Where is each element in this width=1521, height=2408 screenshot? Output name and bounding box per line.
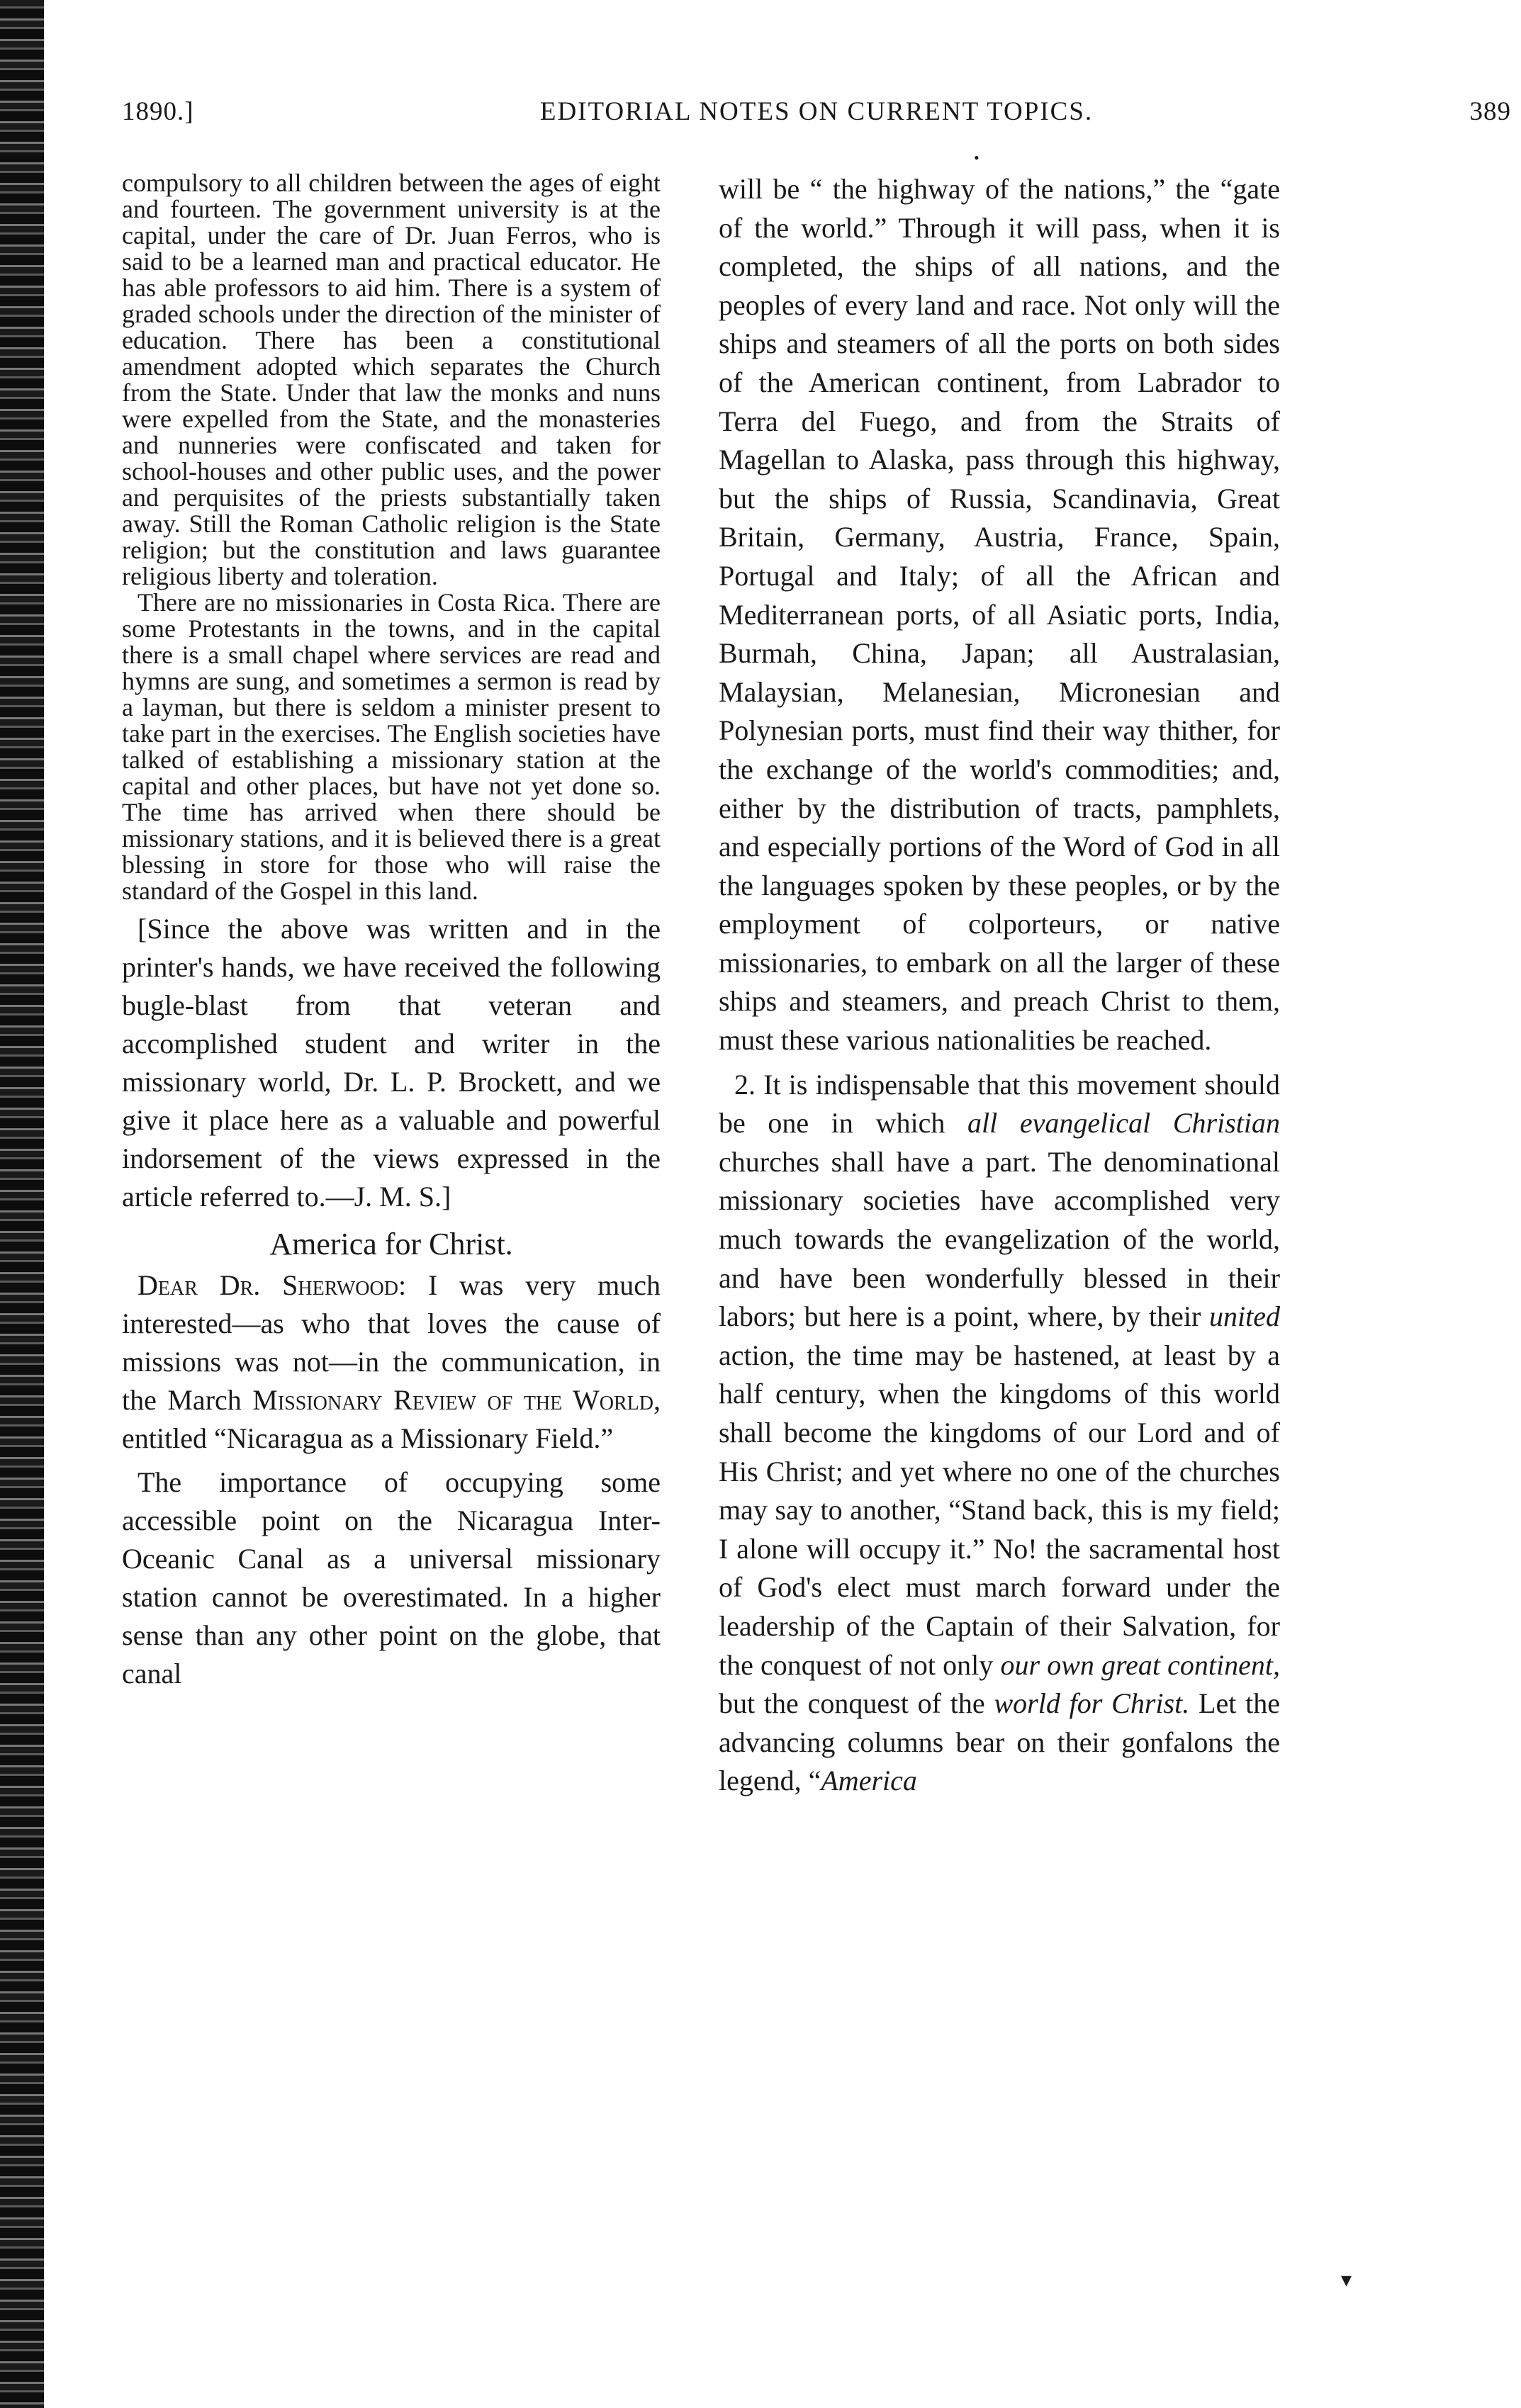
left-column	[122, 170, 661, 1693]
letter-opening-text: I was very much interested—as who that loves the cause of missions was not—in the communication, in the March	[122, 1269, 661, 1416]
emphasis-world-for-christ: world for Christ.	[994, 1687, 1190, 1720]
letter-opening-end: entitled “Nicaragua as a Missionary Field.”	[122, 1422, 614, 1454]
text-run: 2. It is indispensable that this movement should be one in which	[719, 1068, 1280, 1140]
paragraph-highway-of-nations: will be “ the highway of the nations,” the “gate of the world.” Through it will pass, when it is completed, the ships of all nations, and the peoples of every land and race. Not only will the ships and steamers of all the ports on both sides of the American continent, from Labrador to Terra del Fuego, and from the Straits of Magellan to Alaska, pass through this highway, but the ships of Russia, Scandinavia, Great Britain, Germany, Austria, France, Spain, Portugal and Italy; of all the African and Mediterranean ports, of all Asiatic ports, India, Burmah, China, Japan; all Australasian, Malaysian, Melanesian, Micronesian and Polynesian ports, must find their way thither, for the exchange of the world's commodities; and, either by the distribution of tracts, pamphlets, and especially portions of the Word of God in all the languages spoken by these peoples, or by the employment of colporteurs, or native missionaries, to embark on all the larger of these ships and steamers, and preach Christ to them, must these various nationalities be reached.	[719, 173, 1280, 1057]
header-page-number: 389	[1469, 97, 1511, 126]
text-run: action, the time may be hastened, at least by a half century, when the kingdoms of this world shall become the kingdoms of our Lord and of His Christ; and yet where no one of the churches may say to another, “Stand back, this is my field; I alone will occupy it.” No! the sacramental host of God's elect must march forward under the leadership of the Captain of their Salvation, for the conquest of not only	[719, 1339, 1280, 1681]
text-run: but the conquest of the	[719, 1687, 994, 1720]
journal-title: Missionary Review of the World,	[252, 1384, 661, 1416]
page-binding-edge	[0, 0, 44, 2408]
running-header	[122, 96, 1511, 139]
emphasis-our-continent: our own great continent,	[1000, 1648, 1280, 1681]
paragraph-costa-rica-education: compulsory to all children between the ages of eight and fourteen. The government university is at the capital, under the care of Dr. Juan Ferros, who is said to be a learned man and practical educator. He has able professors to aid him. There is a system of graded schools under the direction of the minister of education. There has been a constitutional amendment adopted which separates the Church from the State. Under that law the monks and nuns were expelled from the State, and the monasteries and nunneries were confiscated and taken for school-houses and other public uses, and the power and perquisites of the priests substantially taken away. Still the Roman Catholic religion is the State religion; but the constitution and laws guarantee religious liberty and toleration.	[122, 169, 661, 590]
text-run: Let the advancing columns bear on their gonfalons the legend, “	[719, 1687, 1281, 1797]
text-run: churches shall have a part. The denominational missionary societies have accomplished very much towards the evangelization of the world, and have been wonderfully blessed in their labors; but here is a point, where, by their	[719, 1145, 1280, 1333]
emphasis-united: united	[1209, 1300, 1280, 1333]
emphasis-all-evangelical: all evangelical Christian	[967, 1107, 1280, 1140]
paragraph-letter-opening	[122, 1266, 661, 1458]
salutation: Dear Dr. Sherwood:	[137, 1269, 407, 1301]
emphasis-america: America	[821, 1765, 917, 1797]
paragraph-canal-importance: The importance of occupying some accessible point on the Nicaragua Inter-Oceanic Canal as a universal missionary station cannot be overestimated. In a higher sense than any other point on the globe, that canal	[122, 1466, 661, 1689]
header-title: EDITORIAL NOTES ON CURRENT TOPICS.	[539, 97, 1094, 126]
print-speck: ▾	[1341, 2268, 1352, 2292]
paragraph-missionaries: There are no missionaries in Costa Rica. There are some Protestants in the towns, and in the capital there is a small chapel where services are read and hymns are sung, and sometimes a sermon is read by a layman, but there is seldom a minister present to take part in the exercises. The English societies have talked of establishing a missionary station at the capital and other places, but have not yet done so. The time has arrived when there should be missionary stations, and it is believed there is a great blessing in store for those who will raise the standard of the Gospel in this land.	[122, 588, 661, 905]
paragraph-evangelical-churches	[719, 1066, 1280, 1801]
article-heading: America for Christ.	[269, 1227, 513, 1261]
header-year: 1890.]	[122, 97, 194, 126]
right-column	[719, 170, 1280, 1801]
print-speck: •	[974, 149, 980, 167]
paragraph-editor-note: [Since the above was written and in the printer's hands, we have received the following bugle-blast from that veteran and accomplished student and writer in the missionary world, Dr. L. P. Brockett, and we give it place here as a valuable and powerful indorsement of the views expressed in the article referred to.—J. M. S.]	[122, 913, 661, 1213]
